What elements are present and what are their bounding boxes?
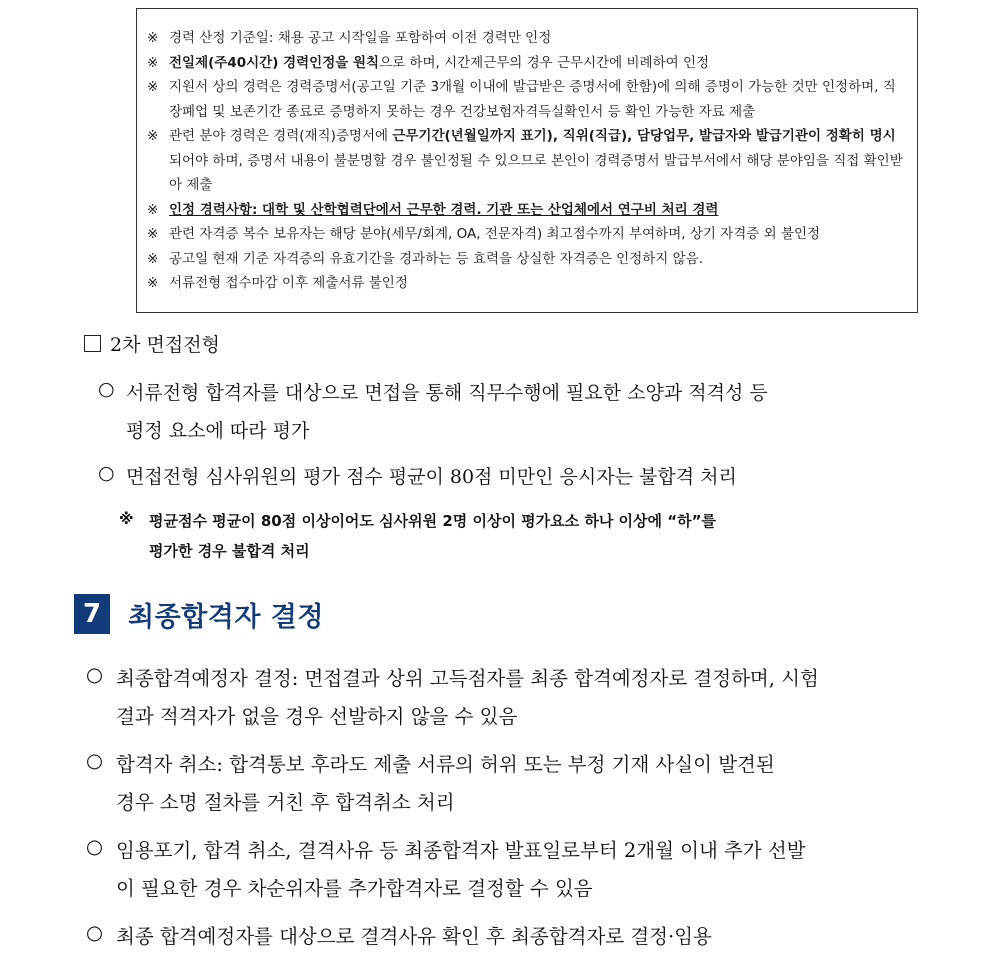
final-item-2-line-1: 합격자 취소: 합격통보 후라도 제출 서류의 허위 또는 부정 기재 사실이 발견된 [116,753,775,776]
circle-bullet-icon: ○ [86,663,104,686]
notice-item-text: 경력 산정 기준일: 채용 공고 시작일을 포함하여 이전 경력만 인정 [169,30,552,46]
eligibility-notice-box [136,8,918,313]
notice-item-text: 서류전형 접수마감 이후 제출서류 불인정 [169,275,408,291]
final-item-1-line-2: 결과 적격자가 없을 경우 선발하지 않을 수 있음 [116,705,518,728]
interview-item-2-text: 면접전형 심사위원의 평가 점수 평균이 80점 미만인 응시자는 불합격 처리 [126,466,737,488]
reference-mark-icon: ※ [147,250,159,267]
final-item-3-line-2: 이 필요한 경우 차순위자를 추가합격자로 결정할 수 있음 [116,877,593,900]
reference-mark-icon: ※ [147,201,159,218]
circle-bullet-icon: ○ [86,749,104,772]
interview-item-1-line-1: 서류전형 합격자를 대상으로 면접을 통해 직무수행에 필요한 소양과 적격성 등 [126,382,768,404]
final-item-2-line-2: 경우 소명 절차를 거친 후 합격취소 처리 [116,791,455,814]
section-7-heading [74,594,324,634]
sub-note-line-1: 평균점수 평균이 80점 이상이어도 심사위원 2명 이상이 평가요소 하나 이상에 “하”를 [149,512,716,530]
reference-mark-icon: ※ [147,128,159,144]
section-7-title: 최종합격자 결정 [128,601,324,633]
circle-bullet-icon: ○ [98,378,115,400]
checkbox-square-icon [84,335,101,352]
section-2-title: 2차 면접전형 [110,334,220,356]
notice-item [147,51,907,76]
reference-mark-icon: ※ [147,54,159,71]
notice-item [147,198,907,223]
sub-note-line-2: 평가한 경우 불합격 처리 [149,542,310,560]
reference-mark-icon: ※ [119,510,134,528]
notice-item [147,271,907,296]
notice-item [147,222,907,247]
notice-item-text: 지원서 상의 경력은 경력증명서(공고일 기준 3개월 이내에 발급받은 증명서에 한함)에 의해 증명이 가능한 것만 인정하며, 직장폐업 및 보존기간 종료로 증명하지 못하는 경우 건강보험자격득실확인서 등 확인 가능한 자료 제출 [169,79,896,120]
circle-bullet-icon: ○ [86,835,104,858]
reference-mark-icon: ※ [147,275,159,291]
final-item-4-line-1: 최종 합격예정자를 대상으로 결격사유 확인 후 최종합격자로 결정·임용 [116,925,712,948]
notice-item [147,247,907,272]
notice-item-text: 인정 경력사항: 대학 및 산학협력단에서 근무한 경력. 기관 또는 산업체에서 연구비 처리 경력 [169,201,719,218]
notice-item [147,26,907,51]
final-item-3-line-1: 임용포기, 합격 취소, 결격사유 등 최종합격자 발표일로부터 2개월 이내 추가 선발 [116,839,806,862]
circle-bullet-icon: ○ [98,462,115,484]
reference-mark-icon: ※ [147,79,159,95]
section-2-heading [84,330,220,357]
section-number-badge: 7 [74,594,110,634]
notice-item-text: 관련 분야 경력은 경력(재직)증명서에 근무기간(년월일까지 표기), 직위(직급), 담당업무, 발급자와 발급기관이 정확히 명시되어야 하며, 증명서 내용이 불분명할 경우 불인정될 수 있으므로 본인이 경력증명서 발급부서에서 해당 분야임을 직접 확인받아 제출 [169,128,903,193]
notice-item-text: 전일제(주40시간) 경력인정을 원칙으로 하며, 시간제근무의 경우 근무시간에 비례하여 인정 [169,54,710,71]
notice-item-text: 공고일 현재 기준 자격증의 유효기간을 경과하는 등 효력을 상실한 자격증은 인정하지 않음. [169,250,704,267]
reference-mark-icon: ※ [147,226,159,242]
reference-mark-icon: ※ [147,30,159,46]
circle-bullet-icon: ○ [86,921,104,944]
final-item-1-line-1: 최종합격예정자 결정: 면접결과 상위 고득점자를 최종 합격예정자로 결정하며, 시험 [116,667,819,690]
notice-item [147,124,907,198]
notice-item-text: 관련 자격증 복수 보유자는 해당 분야(세무/회계, OA, 전문자격) 최고점수까지 부여하며, 상기 자격증 외 불인정 [169,226,821,242]
interview-item-1-line-2: 평정 요소에 따라 평가 [126,420,310,442]
notice-item [147,75,907,124]
